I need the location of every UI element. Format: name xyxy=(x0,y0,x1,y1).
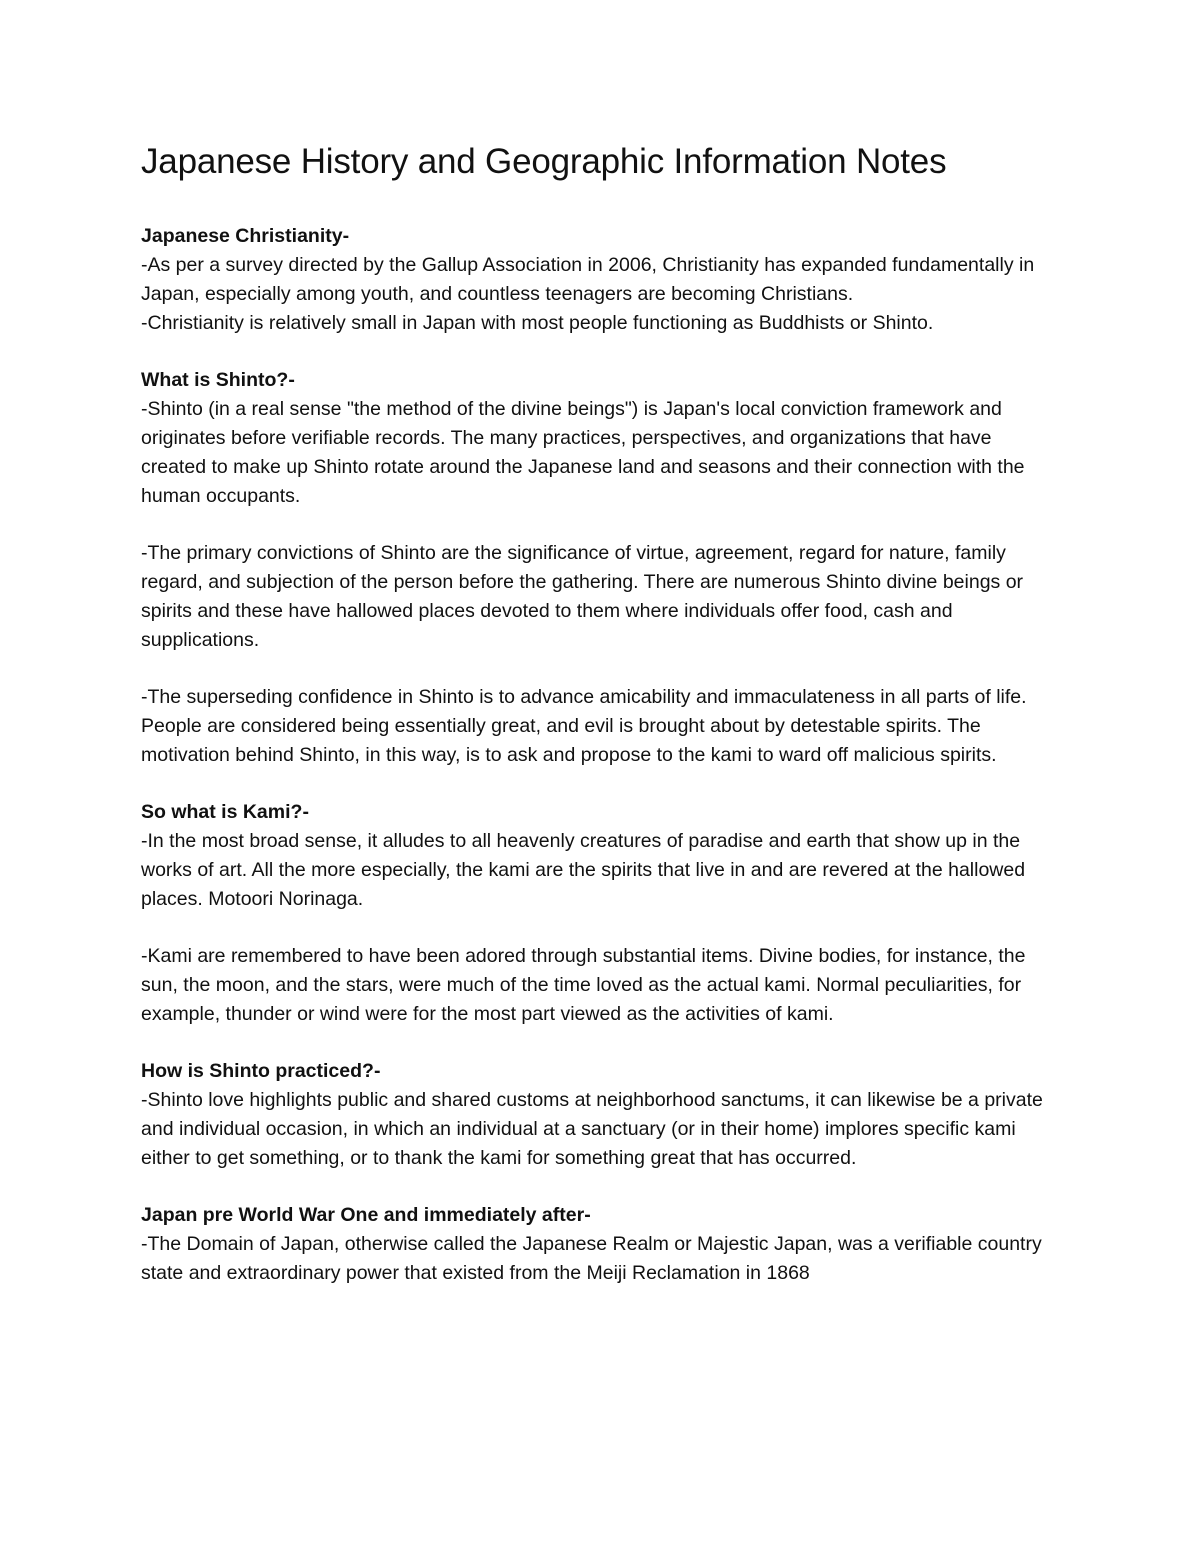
spacer xyxy=(141,914,1061,942)
spacer xyxy=(141,655,1061,683)
paragraph: -Shinto love highlights public and shared customs at neighborhood sanctums, it can likewise be a private and individual occasion, in which an individual at a sanctuary (or in their home) implores specific kami either to get something, or to thank the kami for something great that has occurred. xyxy=(141,1089,1043,1169)
paragraph: -In the most broad sense, it alludes to all heavenly creatures of paradise and earth that show up in the works of art. All the more especially, the kami are the spirits that live in and are revered at the hallowed places. Motoori Norinaga. xyxy=(141,830,1026,910)
section-what-is-shinto xyxy=(141,366,1061,770)
spacer xyxy=(141,1173,1061,1201)
paragraph: -Christianity is relatively small in Japan with most people functioning as Buddhists or Shinto. xyxy=(141,312,934,334)
paragraph: -The superseding confidence in Shinto is to advance amicability and immaculateness in all parts of life. People are considered being essentially great, and evil is brought about by detestable spirits. The motivation behind Shinto, in this way, is to ask and propose to the kami to ward off malicious spirits. xyxy=(141,686,1027,766)
paragraph: -The primary convictions of Shinto are the significance of virtue, agreement, regard for nature, family regard, and subjection of the person before the gathering. There are numerous Shinto divine beings or spirits and these have hallowed places devoted to them where individuals offer food, cash and supplications. xyxy=(141,542,1024,651)
section-how-shinto-practiced xyxy=(141,1057,1061,1173)
section-japanese-christianity xyxy=(141,222,1061,338)
paragraph: -As per a survey directed by the Gallup Association in 2006, Christianity has expanded fundamentally in Japan, especially among youth, and countless teenagers are becoming Christians. xyxy=(141,254,1035,305)
section-japan-pre-wwi xyxy=(141,1201,1061,1288)
section-heading: How is Shinto practiced?- xyxy=(141,1060,381,1082)
spacer xyxy=(141,1029,1061,1057)
section-heading: What is Shinto?- xyxy=(141,369,295,391)
paragraph: -Shinto (in a real sense "the method of the divine beings") is Japan's local conviction framework and originates before verifiable records. The many practices, perspectives, and organizations that have created to make up Shinto rotate around the Japanese land and seasons and their connection with the human occupants. xyxy=(141,398,1025,507)
section-heading: Japanese Christianity- xyxy=(141,225,350,247)
document-title: Japanese History and Geographic Information Notes xyxy=(141,142,947,181)
section-heading: So what is Kami?- xyxy=(141,801,309,823)
paragraph: -The Domain of Japan, otherwise called the Japanese Realm or Majestic Japan, was a verifiable country state and extraordinary power that existed from the Meiji Reclamation in 1868 xyxy=(141,1233,1042,1284)
document-page xyxy=(141,140,1061,1288)
spacer xyxy=(141,770,1061,798)
section-heading: Japan pre World War One and immediately after- xyxy=(141,1204,591,1226)
section-what-is-kami xyxy=(141,798,1061,1029)
spacer xyxy=(141,511,1061,539)
spacer xyxy=(141,338,1061,366)
paragraph: -Kami are remembered to have been adored through substantial items. Divine bodies, for instance, the sun, the moon, and the stars, were much of the time loved as the actual kami. Normal peculiarities, for example, thunder or wind were for the most part viewed as the activities of kami. xyxy=(141,945,1026,1025)
